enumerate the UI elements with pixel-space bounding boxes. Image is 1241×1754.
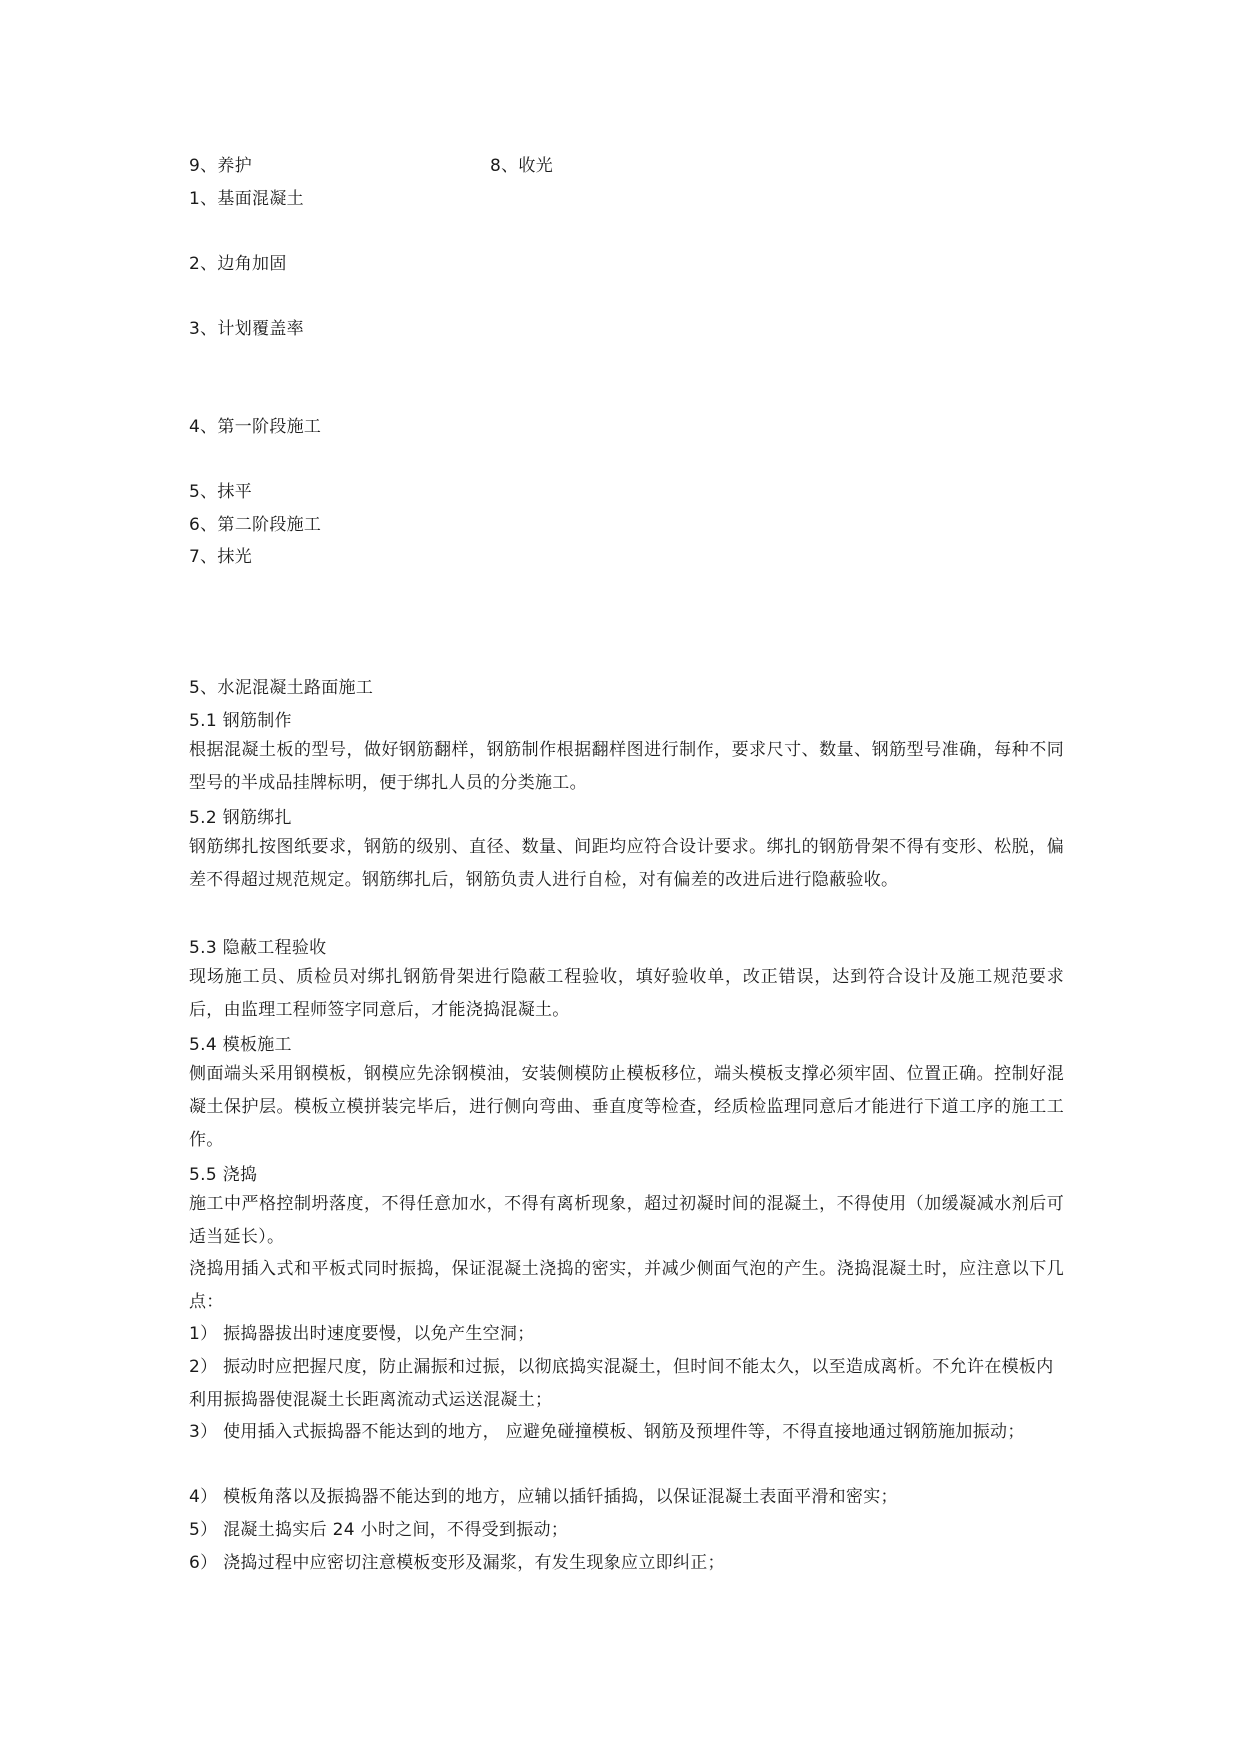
list-item: 2） 振动时应把握尺度，防止漏振和过振，以彻底捣实混凝土，但时间不能太久，以至造成离析。不允许在模板内利用振捣器使混凝土长距离流动式运送混凝土；: [189, 1357, 1054, 1410]
heading-5-2: 5.2 钢筋绑扎: [189, 808, 292, 828]
heading-5-1: 5.1 钢筋制作: [189, 711, 292, 731]
step-5: 5、抹平: [189, 482, 253, 502]
heading-5-5: 5.5 浇捣: [189, 1165, 258, 1185]
heading-5-4: 5.4 模板施工: [189, 1035, 292, 1055]
paragraph-5-2: 钢筋绑扎按图纸要求，钢筋的级别、直径、数量、间距均应符合设计要求。绑扎的钢筋骨架不得有变形、松脱，偏差不得超过规范规定。钢筋绑扎后，钢筋负责人进行自检，对有偏差的改进后进行隐蔽验收。: [189, 837, 1064, 890]
heading-5-3: 5.3 隐蔽工程验收: [189, 938, 327, 958]
paragraph-5-1: 根据混凝土板的型号，做好钢筋翻样，钢筋制作根据翻样图进行制作，要求尺寸、数量、钢筋型号准确，每种不同型号的半成品挂牌标明，便于绑扎人员的分类施工。: [189, 740, 1064, 793]
paragraph-5-4: 侧面端头采用钢模板，钢模应先涂钢模油，安装侧模防止模板移位，端头模板支撑必须牢固、位置正确。控制好混凝土保护层。模板立模拼装完毕后，进行侧向弯曲、垂直度等检查，经质检监理同意后才能进行下道工序的施工工作。: [189, 1064, 1064, 1150]
step-6: 6、第二阶段施工: [189, 515, 322, 535]
step-7: 7、抹光: [189, 547, 253, 567]
paragraph-5-3: 现场施工员、质检员对绑扎钢筋骨架进行隐蔽工程验收，填好验收单，改正错误，达到符合设计及施工规范要求后，由监理工程师签字同意后，才能浇捣混凝土。: [189, 967, 1064, 1020]
list-item: 6） 浇捣过程中应密切注意模板变形及漏浆，有发生现象应立即纠正；: [189, 1553, 725, 1573]
step-8: 8、收光: [490, 156, 554, 176]
step-4: 4、第一阶段施工: [189, 417, 322, 437]
list-item: 3） 使用插入式振捣器不能达到的地方， 应避免碰撞模板、钢筋及预埋件等，不得直接地通过钢筋施加振动；: [189, 1422, 1025, 1442]
step-9: 9、养护: [189, 156, 253, 176]
paragraph-5-5-b: 浇捣用插入式和平板式同时振捣，保证混凝土浇捣的密实，并减少侧面气泡的产生。浇捣混凝土时，应注意以下几点：: [189, 1259, 1064, 1312]
paragraph-5-5-a: 施工中严格控制坍落度，不得任意加水，不得有离析现象，超过初凝时间的混凝土，不得使用（加缓凝减水剂后可适当延长）。: [189, 1194, 1064, 1247]
list-item: 4） 模板角落以及振捣器不能达到的地方，应辅以插钎插捣，以保证混凝土表面平滑和密实；: [189, 1487, 898, 1507]
step-2: 2、边角加固: [189, 254, 287, 274]
step-1: 1、基面混凝土: [189, 189, 304, 209]
list-item: 5） 混凝土捣实后 24 小时之间，不得受到振动；: [189, 1520, 569, 1540]
section-title: 5、水泥混凝土路面施工: [189, 678, 374, 698]
step-3: 3、计划覆盖率: [189, 319, 304, 339]
list-item: 1） 振捣器拔出时速度要慢，以免产生空洞；: [189, 1324, 535, 1344]
